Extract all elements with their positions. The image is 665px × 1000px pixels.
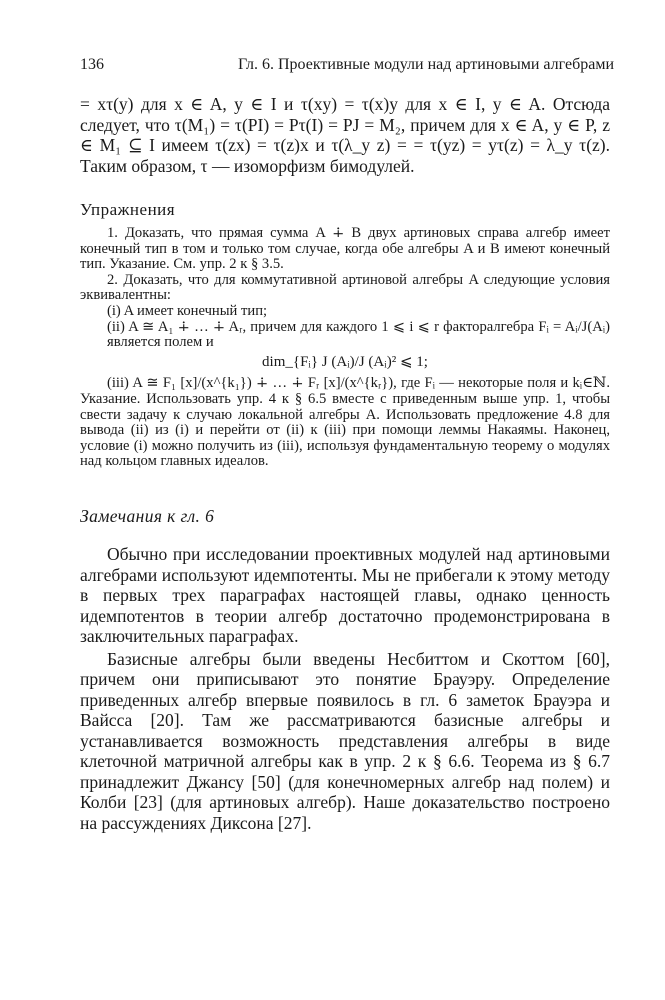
exercise-2-intro: 2. Доказать, что для коммутативной артиновой алгебры A следующие условия эквивалентны:: [80, 271, 610, 304]
exercise-1: 1. Доказать, что прямая сумма A ∔ B двух артиновых справа алгебр имеет конечный тип в том и только том случае, когда обе алгебры A и B имеют конечный тип. Указание. См. упр. 2 к § 3.5.: [80, 225, 610, 273]
exercise-2-formula: dim_{Fᵢ} J (Aᵢ)/J (Aᵢ)² ⩽ 1;: [262, 353, 428, 370]
remarks-body: [80, 544, 610, 833]
exercise-2-condition-iii: (iii) A ≅ F₁ [x]/(x^{k₁}) ∔ … ∔ Fᵣ [x]/(x^{kᵣ}), где Fᵢ — некоторые поля и kᵢ∈ℕ. Указание. Использовать упр. 4 к § 6.5 вместе с приведенным выше упр. 1, чтобы свести задачу к случаю локальной алгебры A. Использовать предложение 4.8 для вывода (ii) из (i) и перейти от (ii) к (iii) при помощи леммы Накаямы. Наконец, условие (i) можно получить из (iii), используя фундаментальную теорему о модулях над кольцом главных идеалов.: [80, 375, 610, 470]
exercises-block: [80, 226, 610, 470]
remarks-heading: Замечания к гл. 6: [80, 506, 215, 526]
exercises-heading: Упражнения: [80, 200, 176, 219]
page-number: 136: [80, 56, 104, 73]
exercise-2-condition-ii: (ii) A ≅ A₁ ∔ … ∔ Aᵣ, причем для каждого 1 ⩽ i ⩽ r факторалгебра Fᵢ = Aᵢ/J(Aᵢ) является полем и: [107, 318, 610, 351]
running-head: Гл. 6. Проективные модули над артиновыми алгебрами: [237, 56, 614, 73]
remarks-paragraph-1: Обычно при исследовании проективных модулей над артиновыми алгебрами используют идемпотенты. Мы не прибегали к этому методу в первых трех параграфах настоящей главы, однако ценность идемпотентов в теории алгебр достаточно продемонстрирована в заключительных параграфах.: [80, 544, 610, 646]
remarks-paragraph-2: Базисные алгебры были введены Несбиттом и Скоттом [60], причем они приписывают это понятие Брауэру. Определение приведенных алгебр впервые появилось в гл. 6 заметок Брауэра и Вайсса [20]. Там же рассматриваются базисные алгебры и устанавливается возможность представления алгебры в виде клеточной матричной алгебры как в упр. 2 к § 6.6. Теорема из § 6.7 принадлежит Джансу [50] (для конечномерных алгебр над полем) и Колби [23] (для артиновых алгебр). Наше доказательство построено на рассуждениях Диксона [27].: [80, 648, 610, 833]
proof-conclusion-paragraph: = xτ(y) для x ∈ A, y ∈ I и τ(xy) = τ(x)y для x ∈ I, y ∈ A. Отсюда следует, что τ(M₁) = τ(PI) = Pτ(I) = PJ = M₂, причем для x ∈ A, y ∈ P, z ∈ M₁ ⊆ I имеем τ(zx) = τ(z)x и τ(λ_y z) = = τ(yz) = yτ(z) = λ_y τ(z). Таким образом, τ — изоморфизм бимодулей.: [80, 94, 610, 176]
exercise-2-condition-i: (i) A имеет конечный тип;: [107, 302, 268, 319]
page-header: [80, 56, 614, 80]
